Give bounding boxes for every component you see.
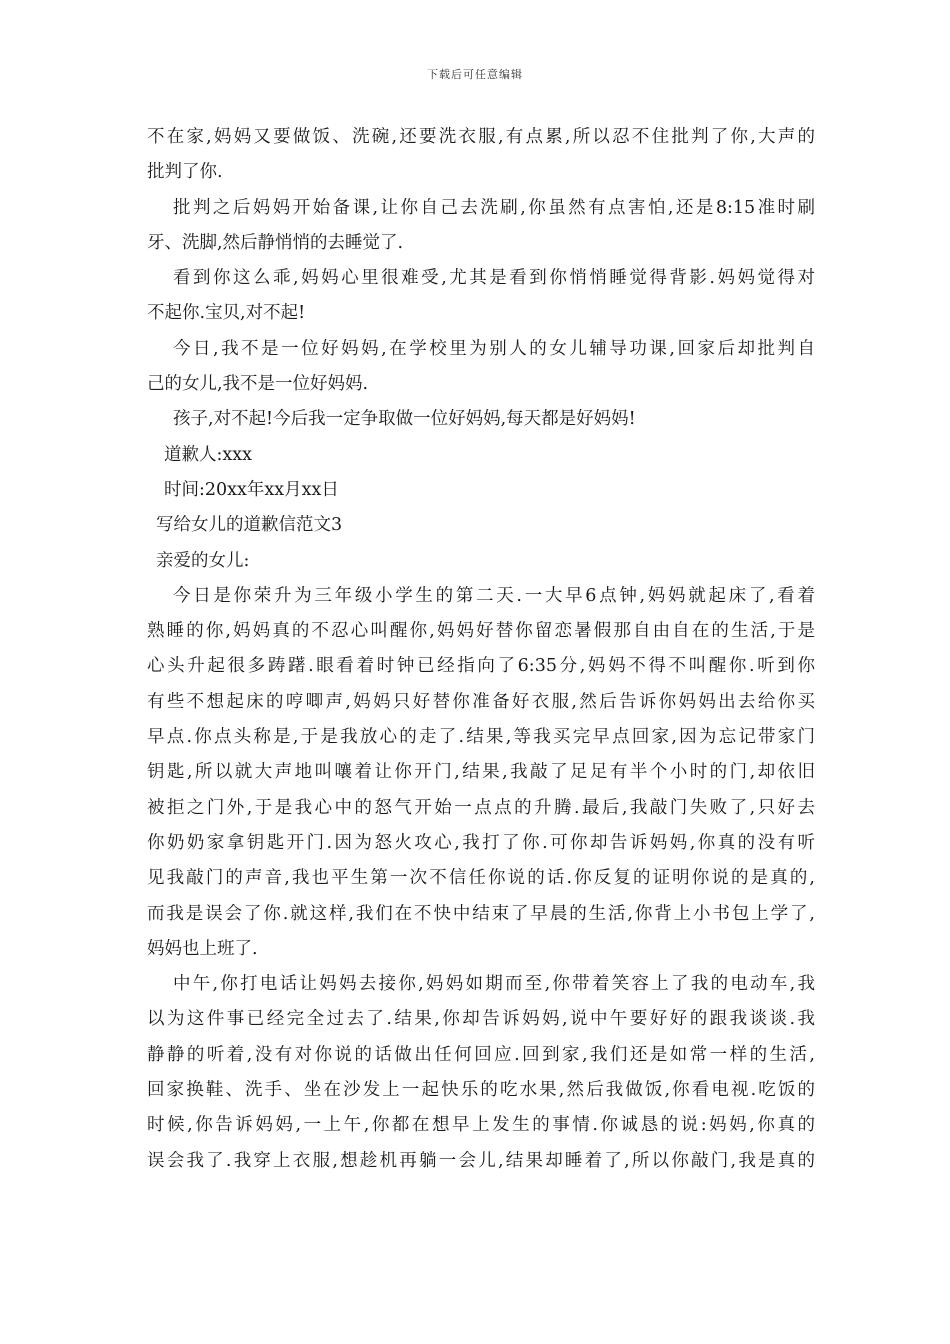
paragraph-line: 被拒之门外,于是我心中的怒气开始一点点的升腾.最后,我敲门失败了,只好去: [147, 797, 815, 818]
paragraph-line: 有些不想起床的哼唧声,妈妈只好替你准备好衣服,然后告诉你妈妈出去给你买: [147, 691, 815, 712]
salutation: 亲爱的女儿:: [156, 550, 250, 571]
paragraph-line: 误会我了.我穿上衣服,想趁机再躺一会儿,结果却睡着了,所以你敲门,我是真的: [147, 1150, 815, 1171]
date-line: 时间:20xx年xx月xx日: [164, 479, 339, 500]
signature-line: 道歉人:xxx: [164, 444, 253, 465]
paragraph-line: 今日,我不是一位好妈妈,在学校里为别人的女儿辅导功课,回家后却批判自: [173, 338, 815, 359]
paragraph-line: 牙、洗脚,然后静悄悄的去睡觉了.: [147, 232, 404, 253]
paragraph-line: 静静的听着,没有对你说的话做出任何回应.回到家,我们还是如常一样的生活,: [147, 1044, 815, 1065]
paragraph-line: 见我敲门的声音,我也平生第一次不信任你说的话.你反复的证明你说的是真的,: [147, 868, 815, 889]
page-header: 下载后可任意编辑: [427, 68, 523, 81]
paragraph-line: 己的女儿,我不是一位好妈妈.: [147, 374, 369, 395]
section-title: 写给女儿的道歉信范文3: [156, 515, 343, 536]
paragraph-line: 你奶奶家拿钥匙开门.因为怒火攻心,我打了你.可你却告诉妈妈,你真的没有听: [147, 832, 815, 853]
paragraph-line: 看到你这么乖,妈妈心里很难受,尤其是看到你悄悄睡觉得背影.妈妈觉得对: [173, 268, 815, 289]
paragraph-line: 回家换鞋、洗手、坐在沙发上一起快乐的吃水果,然后我做饭,你看电视.吃饭的: [147, 1080, 815, 1101]
paragraph-line: 而我是误会了你.就这样,我们在不快中结束了早晨的生活,你背上小书包上学了,: [147, 903, 815, 924]
paragraph-line: 不起你.宝贝,对不起!: [147, 303, 306, 324]
paragraph-line: 早点.你点头称是,于是我放心的走了.结果,等我买完早点回家,因为忘记带家门: [147, 727, 815, 748]
paragraph-line: 时候,你告诉妈妈,一上午,你都在想早上发生的事情.你诚恳的说:妈妈,你真的: [147, 1115, 815, 1136]
paragraph-line: 批判了你.: [147, 162, 223, 183]
paragraph-line: 以为这件事已经完全过去了.结果,你却告诉妈妈,说中午要好好的跟我谈谈.我: [147, 1009, 815, 1030]
paragraph-line: 钥匙,所以就大声地叫嚷着让你开门,结果,我敲了足足有半个小时的门,却依旧: [147, 762, 815, 783]
paragraph-line: 中午,你打电话让妈妈去接你,妈妈如期而至,你带着笑容上了我的电动车,我: [173, 974, 815, 995]
paragraph-line: 孩子,对不起!今后我一定争取做一位好妈妈,每天都是好妈妈!: [173, 409, 636, 430]
body-text: [147, 120, 815, 1179]
paragraph-line: 心头升起很多踌躇.眼看着时钟已经指向了6:35分,妈妈不得不叫醒你.听到你: [147, 656, 815, 677]
paragraph-line: 今日是你荣升为三年级小学生的第二天.一大早6点钟,妈妈就起床了,看着: [173, 585, 815, 606]
paragraph-line: 熟睡的你,妈妈真的不忍心叫醒你,妈妈好替你留恋暑假那自由自在的生活,于是: [147, 621, 815, 642]
paragraph-line: 不在家,妈妈又要做饭、洗碗,还要洗衣服,有点累,所以忍不住批判了你,大声的: [147, 127, 815, 147]
paragraph-line: 批判之后妈妈开始备课,让你自己去洗刷,你虽然有点害怕,还是8:15准时刷: [173, 197, 815, 218]
paragraph-line: 妈妈也上班了.: [147, 938, 258, 959]
